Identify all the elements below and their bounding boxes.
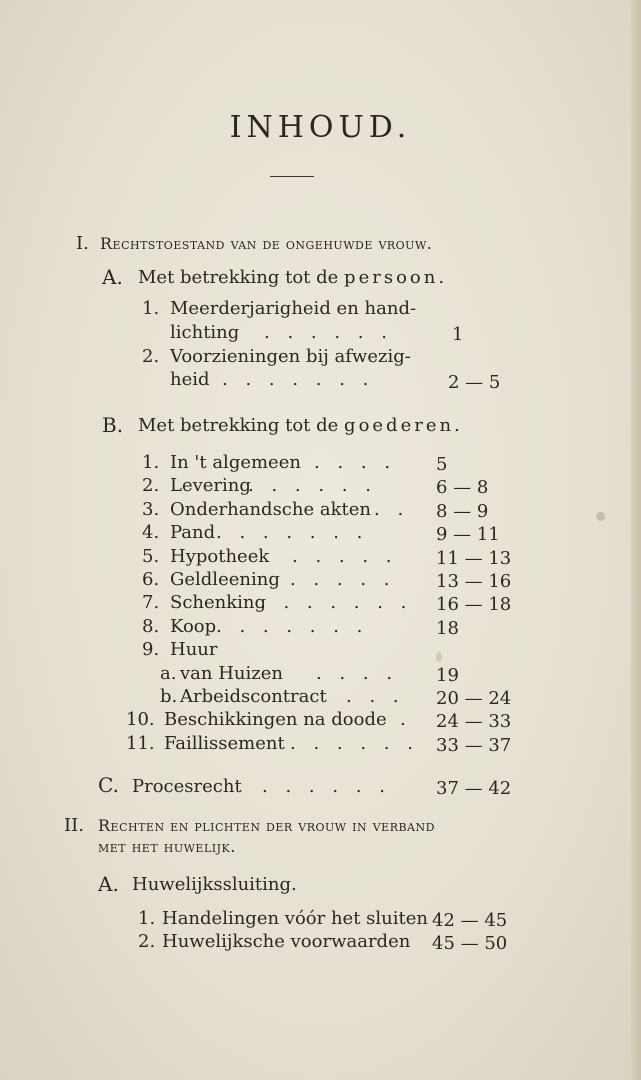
entry-number: 11.: [126, 732, 155, 754]
entry-text: Levering: [170, 475, 251, 497]
section-label: [138, 415, 463, 437]
section-label: Huwelijkssluiting.: [132, 874, 297, 895]
entry-pages: 16 — 18: [436, 594, 512, 616]
entry-pages: 24 — 33: [436, 711, 512, 733]
entry-pages: 6 — 8: [436, 477, 489, 499]
part-heading: Rechten en plichten der vrouw in verband: [98, 816, 435, 835]
leader-dots: . . . .: [314, 452, 397, 473]
entry-pages: 2 — 5: [448, 372, 501, 393]
entry-number: 5.: [142, 545, 160, 567]
section-letter: A.: [102, 265, 123, 289]
entry-text: Voorzieningen bij afwezig-: [170, 346, 411, 367]
entry-pages: 18: [436, 617, 459, 639]
entry-text: lichting: [170, 322, 240, 343]
entry-pages: 9 — 11: [436, 524, 500, 546]
entry-text: Hypotheek: [170, 545, 270, 567]
entry-text: Geldleening: [170, 569, 280, 590]
part-heading-continued: met het huwelijk.: [98, 837, 236, 856]
entry-number: 7.: [142, 592, 160, 614]
entry-text: In 't algemeen: [170, 452, 301, 473]
entry-number: b.: [160, 686, 178, 707]
entry-text: Onderhandsche akten: [170, 498, 371, 520]
title-divider: [270, 176, 314, 177]
ink-spot: [596, 512, 605, 521]
leader-dots: . . . . . . .: [260, 592, 413, 614]
entry-pages: 8 — 9: [436, 500, 489, 522]
entry-pages: 45 — 50: [432, 933, 508, 954]
section-letter: A.: [98, 872, 119, 896]
entry-text: Faillissement: [164, 732, 285, 754]
section-letter: C.: [98, 773, 119, 797]
part-heading: Rechtstoestand van de ongehuwde vrouw.: [100, 234, 433, 253]
section-label-spaced: goederen.: [344, 415, 463, 436]
entry-number: 9.: [142, 639, 160, 661]
leader-dots: . . . . .: [290, 569, 396, 590]
entry-number: 6.: [142, 569, 160, 590]
entry-text: Handelingen vóór het sluiten: [162, 908, 428, 929]
section-label-text: Met betrekking tot de: [138, 415, 339, 436]
leader-dots: . . .: [346, 686, 405, 707]
entry-number: 4.: [142, 522, 160, 544]
entry-text: Pand: [170, 522, 216, 544]
ink-spot: [436, 652, 442, 662]
entry-pages: 5: [436, 454, 448, 475]
entry-pages: 11 — 13: [436, 547, 512, 569]
entry-number: 2.: [138, 931, 156, 952]
entry-text: Koop: [170, 615, 217, 637]
entry-number: 3.: [142, 498, 160, 520]
leader-dots: . . . . . . .: [216, 615, 369, 637]
entry-number: 10.: [126, 709, 155, 731]
leader-dots: . . . . . . .: [222, 369, 375, 390]
entry-text: Meerderjarigheid en hand-: [170, 298, 417, 319]
leader-dots: . . . . . .: [262, 776, 391, 797]
entry-pages: 1: [452, 324, 464, 345]
page-edge: [631, 0, 641, 1080]
entry-pages: 13 — 16: [436, 571, 512, 592]
part-numeral: II.: [64, 815, 84, 836]
section-label-spaced: persoon.: [344, 267, 448, 288]
leader-dots: . . . . . .: [290, 732, 419, 754]
section-label: Procesrecht: [132, 776, 242, 797]
section-label: [138, 267, 447, 289]
leader-dots: . .: [374, 498, 410, 520]
section-label-text: Met betrekking tot de: [138, 267, 339, 288]
leader-dots: . . . . . .: [264, 322, 393, 343]
entry-number: 1.: [142, 452, 160, 473]
entry-text: Huwelijksche voorwaarden: [162, 931, 411, 952]
entry-text: Arbeidscontract: [180, 686, 327, 707]
leader-dots: . . . . .: [292, 545, 398, 567]
entry-text: Huur: [170, 639, 218, 661]
entry-pages: 42 — 45: [432, 910, 508, 931]
leader-dots: . . . . . .: [248, 475, 377, 497]
entry-number: 1.: [142, 298, 160, 319]
leader-dots: . . . . . . .: [216, 522, 369, 544]
entry-number: 1.: [138, 908, 156, 929]
entry-text: van Huizen: [180, 662, 283, 684]
leader-dots: .: [400, 709, 412, 731]
entry-number: a.: [160, 662, 177, 684]
entry-text: heid: [170, 369, 210, 390]
entry-text: Beschikkingen na doode: [164, 709, 387, 731]
part-numeral: I.: [76, 233, 89, 254]
entry-number: 8.: [142, 615, 160, 637]
page-title: INHOUD.: [229, 110, 412, 145]
entry-pages: 19: [436, 664, 459, 686]
entry-text: Schenking: [170, 592, 267, 614]
section-letter: B.: [102, 413, 124, 437]
entry-number: 2.: [142, 346, 160, 367]
entry-pages: 20 — 24: [436, 688, 512, 709]
entry-pages: 37 — 42: [436, 778, 512, 799]
leader-dots: . . . .: [316, 662, 399, 684]
entry-pages: 33 — 37: [436, 734, 512, 756]
entry-number: 2.: [142, 475, 160, 497]
